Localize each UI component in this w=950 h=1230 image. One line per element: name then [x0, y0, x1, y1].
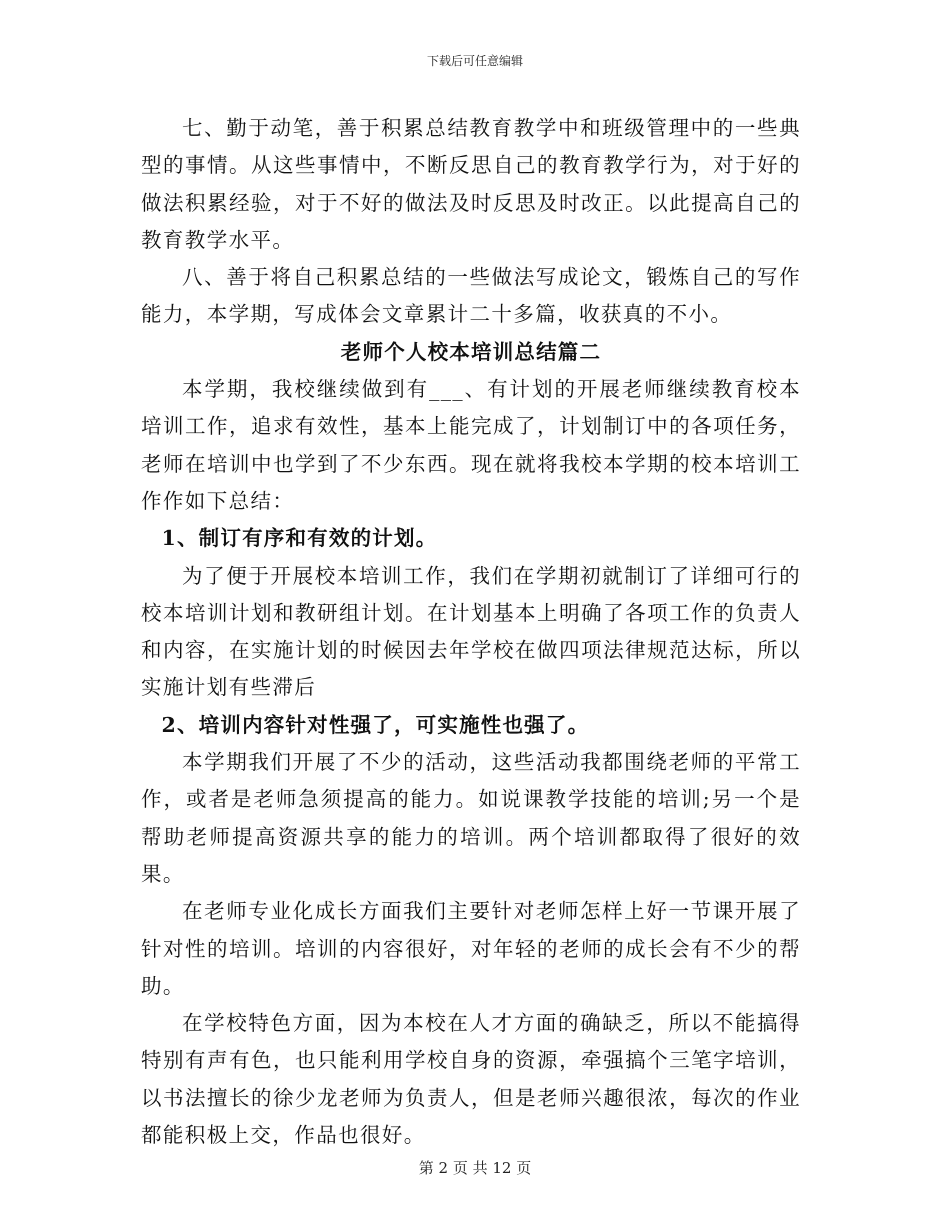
heading-one: 1、制订有序和有效的计划。 [161, 526, 438, 551]
page-header: 下载后可任意编辑 [426, 54, 523, 68]
paragraph-growth: 在老师专业化成长方面我们主要针对老师怎样上好一节课开展了针对性的培训。培训的内容很好，对年轻的老师的成长会有不少的帮助。 [141, 899, 801, 998]
section-title: 老师个人校本培训总结篇二 [340, 339, 602, 364]
document-body [141, 110, 801, 1154]
heading-two: 2、培训内容针对性强了，可实施性也强了。 [161, 712, 590, 737]
paragraph-features: 在学校特色方面，因为本校在人才方面的确缺乏，所以不能搞得特别有声有色，也只能利用学校自身的资源，牵强搞个三笔字培训，以书法擅长的徐少龙老师为负责人，但是老师兴趣很浓，每次的作业都能积极上交，作品也很好。 [141, 1011, 801, 1148]
paragraph-plan: 为了便于开展校本培训工作，我们在学期初就制订了详细可行的校本培训计划和教研组计划。在计划基本上明确了各项工作的负责人和内容，在实施计划的时候因去年学校在做四项法律规范达标，所以实施计划有些滞后 [141, 563, 801, 700]
paragraph-seven: 七、勤于动笔，善于积累总结教育教学中和班级管理中的一些典型的事情。从这些事情中，不断反思自己的教育教学行为，对于好的做法积累经验，对于不好的做法及时反思及时改正。以此提高自己的教育教学水平。 [141, 116, 801, 252]
paragraph-activities: 本学期我们开展了不少的活动，这些活动我都围绕老师的平常工作，或者是老师急须提高的能力。如说课教学技能的培训;另一个是帮助老师提高资源共享的能力的培训。两个培训都取得了很好的效果。 [141, 750, 801, 886]
paragraph-eight: 八、善于将自己积累总结的一些做法写成论文，锻炼自己的写作能力，本学期，写成体会文章累计二十多篇，收获真的不小。 [141, 265, 801, 327]
paragraph-intro: 本学期，我校继续做到有___、有计划的开展老师继续教育校本培训工作，追求有效性，基本上能完成了，计划制订中的各项任务，老师在培训中也学到了不少东西。现在就将我校本学期的校本培训工作作如下总结： [141, 377, 801, 513]
page-footer: 第 2 页 共 12 页 [418, 1159, 532, 1177]
